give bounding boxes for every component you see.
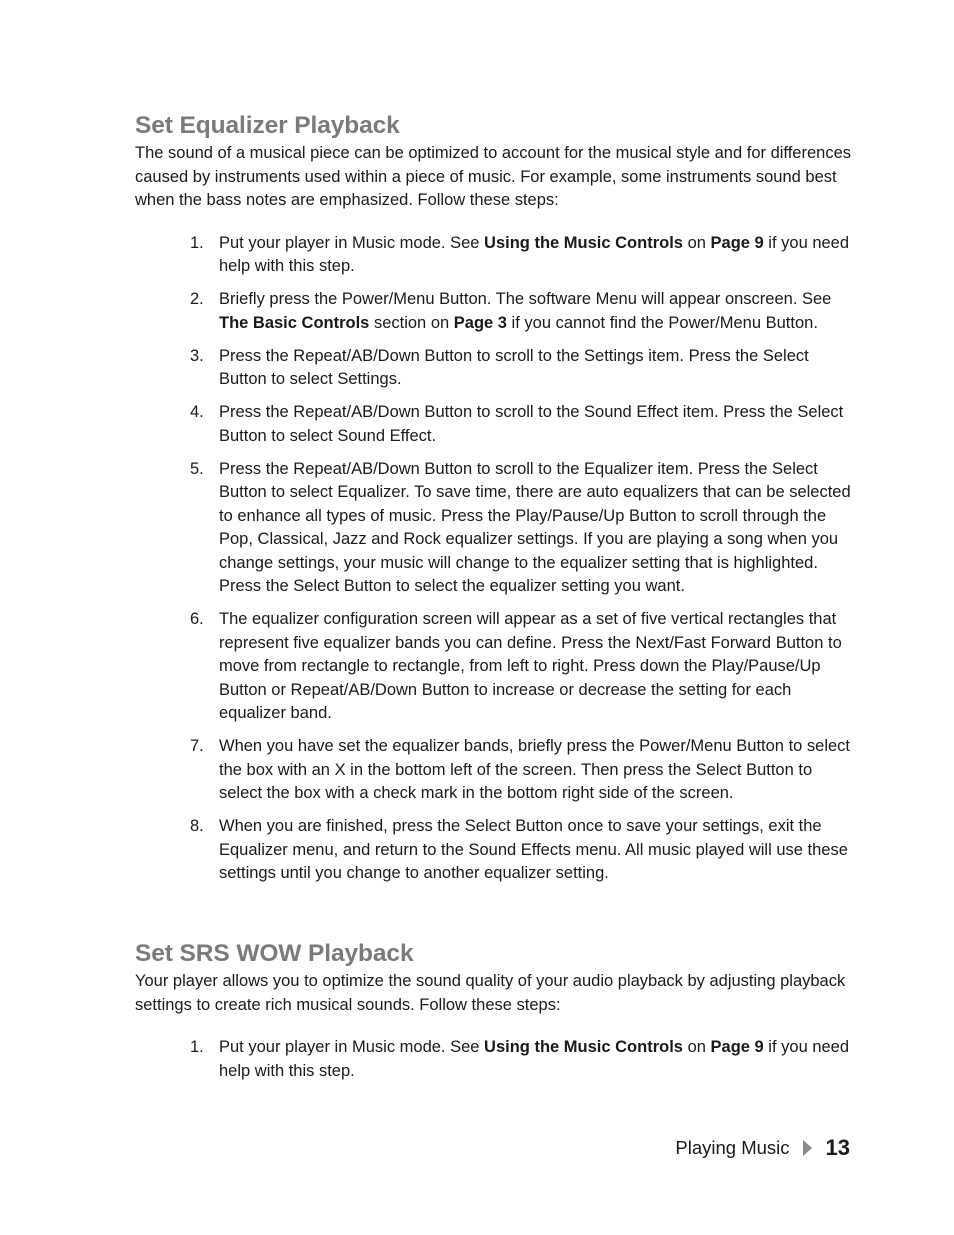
- step-reference: Using the Music Controls: [484, 1038, 683, 1056]
- section-title: Set Equalizer Playback: [135, 112, 400, 139]
- step-number: 7.: [190, 737, 204, 755]
- step-item: [135, 608, 855, 726]
- equalizer-section: [135, 111, 855, 886]
- steps-list: [135, 1036, 855, 1083]
- step-text: if you need help with this step.: [219, 233, 850, 275]
- step-number: 3.: [190, 346, 204, 365]
- step-item: [135, 735, 855, 806]
- page-number: 13: [825, 1135, 850, 1160]
- step-item: [135, 345, 855, 392]
- section-intro: The sound of a musical piece can be optimized to account for the musical style and for differences caused by instruments used within a piece of music. For example, some instruments sound best when the bass notes are emphasized. Follow these steps:: [135, 144, 852, 209]
- step-reference: Page 9: [710, 1038, 764, 1056]
- step-text: When you have set the equalizer bands, briefly press the Power/Menu Button to select the box with an X in the bottom left of the screen. Then press the Select Button to select the box with a check mark in the bottom right side of the screen.: [219, 737, 851, 802]
- srs-wow-section: [135, 939, 855, 1083]
- section-intro: Your player allows you to optimize the sound quality of your audio playback by adjusting playback settings to create rich musical sounds. Follow these steps:: [135, 972, 846, 1014]
- step-text: The equalizer configuration screen will appear as a set of five vertical rectangles that represent five equalizer bands you can define. Press the Next/Fast Forward Button to move from rectangle to rectangle, from left to right. Press down the Play/Pause/Up Button or Repeat/AB/Down Button to increase or decrease the setting for each equalizer band.: [219, 610, 842, 722]
- step-text: section on: [369, 313, 454, 332]
- step-number: 4.: [190, 403, 204, 421]
- step-number: 6.: [190, 610, 204, 628]
- step-number: 1.: [190, 233, 204, 252]
- step-item: [135, 401, 855, 448]
- step-text: Put your player in Music mode. See: [219, 233, 485, 252]
- chapter-label: Playing Music: [675, 1137, 790, 1158]
- steps-list: [135, 232, 855, 886]
- step-text: Press the Repeat/AB/Down Button to scroll to the Sound Effect item. Press the Select Button to select Sound Effect.: [219, 403, 844, 445]
- step-item: [135, 458, 855, 599]
- step-item: [135, 815, 855, 886]
- step-text: Press the Repeat/AB/Down Button to scroll to the Equalizer item. Press the Select Button to select Equalizer. To save time, there are auto equalizers that can be selected to enhance all types of music. Press the Play/Pause/Up Button to scroll through the Pop, Classical, Jazz and Rock equalizer settings. If you are playing a song when you change settings, your music will change to the equalizer setting that is highlighted. Press the Select Button to select the equalizer setting you want.: [219, 459, 851, 595]
- step-text: if you cannot find the Power/Menu Button.: [506, 313, 818, 332]
- page-footer: [675, 1135, 850, 1161]
- step-text: Press the Repeat/AB/Down Button to scroll to the Settings item. Press the Select Button to select Settings.: [219, 346, 809, 388]
- step-reference: Using the Music Controls: [484, 233, 683, 252]
- step-text: on: [682, 233, 711, 252]
- step-reference: The Basic Controls: [219, 313, 370, 332]
- step-text: Briefly press the Power/Menu Button. The software Menu will appear onscreen. See: [219, 290, 832, 308]
- step-item: [135, 1036, 855, 1083]
- section-title: Set SRS WOW Playback: [135, 940, 414, 967]
- step-number: 8.: [190, 817, 204, 835]
- step-text: Put your player in Music mode. See: [219, 1038, 485, 1056]
- step-text: on: [682, 1038, 711, 1056]
- step-number: 1.: [190, 1038, 204, 1056]
- step-text: if you need help with this step.: [219, 1038, 850, 1080]
- step-number: 5.: [190, 459, 204, 478]
- step-number: 2.: [190, 290, 204, 308]
- step-item: [135, 232, 855, 279]
- step-reference: Page 9: [710, 233, 764, 252]
- triangle-right-icon: [800, 1137, 816, 1159]
- step-item: [135, 288, 855, 335]
- step-reference: Page 3: [453, 313, 507, 332]
- step-text: When you are finished, press the Select Button once to save your settings, exit the Equalizer menu, and return to the Sound Effects menu. All music played will use these settings until you change to another equalizer setting.: [219, 817, 848, 882]
